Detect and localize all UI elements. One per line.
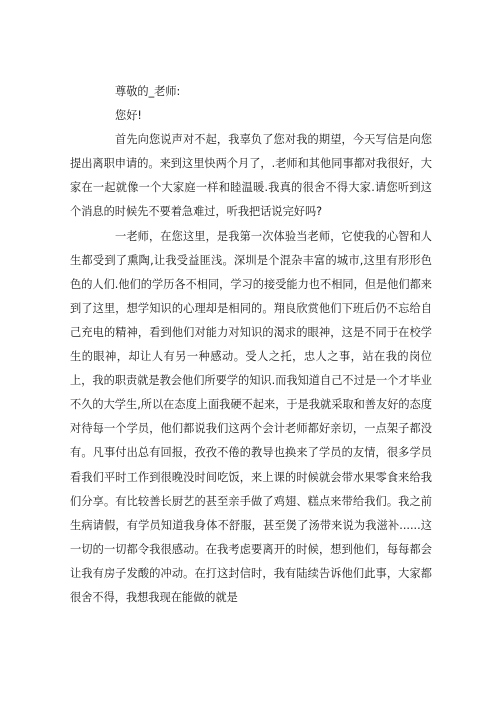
paragraph-apology: 首先向您说声对不起，我辜负了您对我的期望，今天写信是向您提出离职申请的。来到这里快两个月了，.老师和其他同事都对我很好，大家在一起就像一个大家庭一样和睦温暖.我真的很舍不得大家.请您听到这个消息的时候先不要着急难过，听我把话说完好吗? — [70, 133, 432, 219]
salutation: 尊敬的_老师: — [115, 85, 181, 98]
resignation-letter-body — [70, 80, 432, 610]
paragraph-experience: 一老师，在您这里，是我第一次体验当老师，它使我的心智和人生都受到了熏陶,让我受益匪浅。深圳是个混杂丰富的城市,这里有形形色色的人们.他们的学历各不相同，学习的接受能力也不相同，但是他们都来到了这里，想学知识的心理却是相同的。翔良欣赏他们下班后仍不忘给自己充电的精神，看到他们对能力对知识的渴求的眼神，这是不同于在校学生的眼神，却让人有另一种感动。受人之托，忠人之事，站在我的岗位上，我的职责就是教会他们所要学的知识.而我知道自己不过是一个才毕业不久的大学生,所以在态度上面我硬不起来，于是我就采取和善友好的态度对待每一个学员，他们都说我们这两个会计老师都好亲切，一点架子都没有。凡事付出总有回报，孜孜不倦的教导也换来了学员的友情，很多学员看我们平时工作到很晚没时间吃饭，来上课的时候就会带水果零食来给我们分享。有比较善长厨艺的甚至亲手做了鸡翅、糕点来带给我们。我之前生病请假，有学员知道我身体不舒服，甚至煲了汤带来说为我滋补......这一切的一切都令我很感动。在我考虑要离开的时候，想到他们，每每都会让我有房子发酸的冲动。在打这封信时，我有陆续告诉他们此事，大家都很舍不得，我想我现在能做的就是 — [70, 229, 432, 604]
greeting: 您好! — [115, 109, 142, 123]
